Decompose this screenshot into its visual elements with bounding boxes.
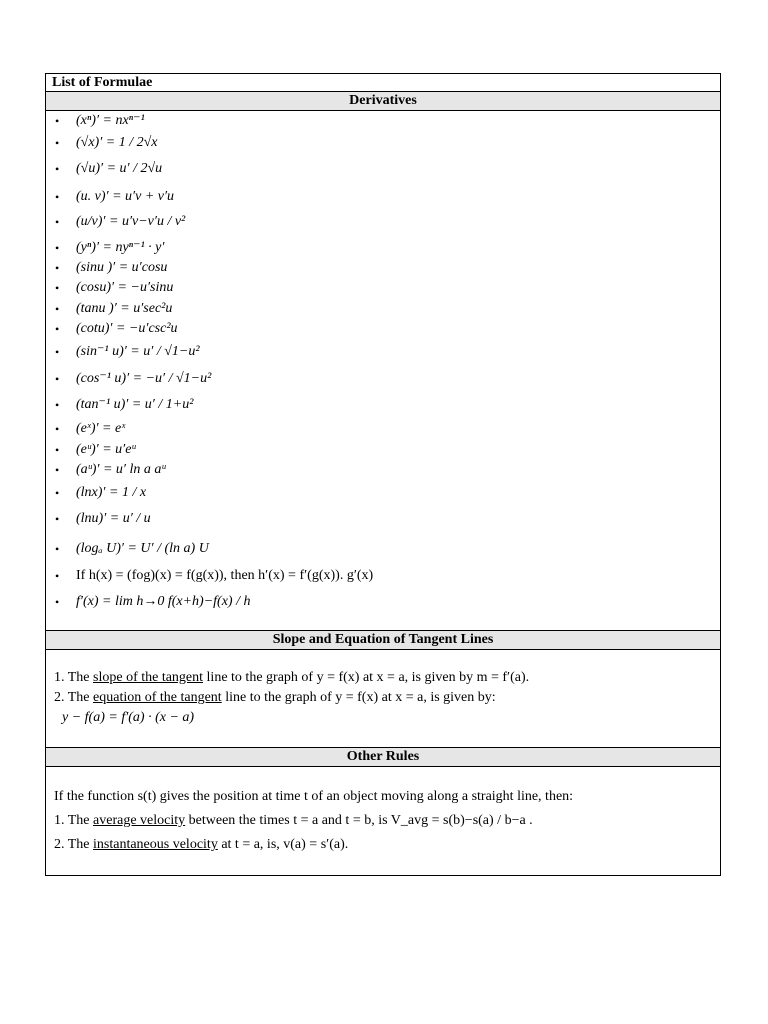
slope-of-tangent-term: slope of the tangent [93, 670, 204, 685]
formula-sqrt-x: (√x)′ = 1 / 2√x [76, 135, 158, 150]
text-prefix: 1. The [54, 813, 94, 828]
list-bullet: • [55, 463, 60, 477]
list-bullet: • [55, 512, 60, 526]
tangent-equation: y − f(a) = f′(a) · (x − a) [62, 710, 195, 725]
formula-cot: (cotu)′ = −u′csc²u [76, 321, 178, 336]
formula-ln-x: (lnx)′ = 1 / x [76, 485, 147, 500]
formula-product-rule: (u. v)′ = u′v + v′u [76, 189, 175, 204]
formula-cos: (cosu)′ = −u′sinu [76, 280, 174, 295]
tangent-section [46, 650, 720, 748]
derivatives-heading: Derivatives [46, 92, 720, 111]
sheet-title: List of Formulae [46, 74, 720, 92]
formula-ln-u: (lnu)′ = u′ / u [76, 511, 151, 526]
list-bullet: • [55, 215, 60, 229]
other-line-1 [54, 809, 720, 833]
list-bullet: • [55, 443, 60, 457]
text-suffix: line to the graph of y = f(x) at x = a, is given by m = f′(a). [203, 670, 530, 685]
formula-sheet [45, 73, 721, 876]
text-prefix: 1. The [54, 670, 94, 685]
list-bullet: • [55, 114, 60, 128]
other-intro: If the function s(t) gives the position at time t of an object moving along a straight line, then: [54, 789, 574, 804]
other-rules-heading: Other Rules [46, 748, 720, 767]
list-bullet: • [55, 281, 60, 295]
list-bullet: • [55, 569, 60, 583]
list-bullet: • [55, 190, 60, 204]
tangent-heading: Slope and Equation of Tangent Lines [46, 631, 720, 650]
average-velocity-term: average velocity [93, 813, 186, 828]
derivatives-list [46, 111, 720, 631]
formula-limit-definition: f′(x) = lim h→0 f(x+h)−f(x) / h [76, 594, 251, 609]
formula-arcsin: (sin⁻¹ u)′ = u′ / √1−u² [76, 344, 200, 359]
text-suffix: line to the graph of y = f(x) at x = a, is given by: [221, 690, 496, 705]
tangent-line-1 [54, 668, 720, 688]
formula-arccos: (cos⁻¹ u)′ = −u′ / √1−u² [76, 371, 212, 386]
text-prefix: 2. The [54, 690, 94, 705]
formula-a-power-u: (aᵘ)′ = u′ ln a aᵘ [76, 462, 166, 477]
list-bullet: • [55, 372, 60, 386]
formula-chain-rule: If h(x) = (fog)(x) = f(g(x)), then h′(x) = f′(g(x)). g′(x) [76, 568, 374, 583]
text-suffix: at t = a, is, v(a) = s′(a). [217, 837, 349, 852]
list-bullet: • [55, 398, 60, 412]
list-bullet: • [55, 241, 60, 255]
other-rules-section [46, 767, 720, 857]
equation-of-tangent-term: equation of the tangent [93, 690, 222, 705]
list-bullet: • [55, 595, 60, 609]
list-bullet: • [55, 162, 60, 176]
list-bullet: • [55, 302, 60, 316]
formula-exp-u: (eᵘ)′ = u′eᵘ [76, 442, 136, 457]
list-bullet: • [55, 345, 60, 359]
formula-log-a: (logₐ U)′ = U′ / (ln a) U [76, 541, 209, 556]
tangent-line-2 [54, 688, 720, 708]
list-bullet: • [55, 542, 60, 556]
text-prefix: 2. The [54, 837, 94, 852]
instantaneous-velocity-term: instantaneous velocity [93, 837, 218, 852]
formula-arctan: (tan⁻¹ u)′ = u′ / 1+u² [76, 397, 194, 412]
list-bullet: • [55, 322, 60, 336]
formula-sin: (sinu )′ = u′cosu [76, 260, 168, 275]
list-bullet: • [55, 261, 60, 275]
formula-sqrt-u: (√u)′ = u′ / 2√u [76, 161, 163, 176]
list-bullet: • [55, 422, 60, 436]
text-suffix: between the times t = a and t = b, is V_avg = s(b)−s(a) / b−a . [185, 813, 533, 828]
formula-tan: (tanu )′ = u′sec²u [76, 301, 173, 316]
formula-chain-power: (yⁿ)′ = nyⁿ⁻¹ · y′ [76, 240, 165, 255]
formula-exp-x: (eˣ)′ = eˣ [76, 421, 126, 436]
other-line-2 [54, 833, 720, 857]
formula-quotient-rule: (u/v)′ = u′v−v′u / v² [76, 214, 186, 229]
list-bullet: • [55, 136, 60, 150]
formula-power-rule: (xⁿ)′ = nxⁿ⁻¹ [76, 113, 145, 128]
list-bullet: • [55, 486, 60, 500]
